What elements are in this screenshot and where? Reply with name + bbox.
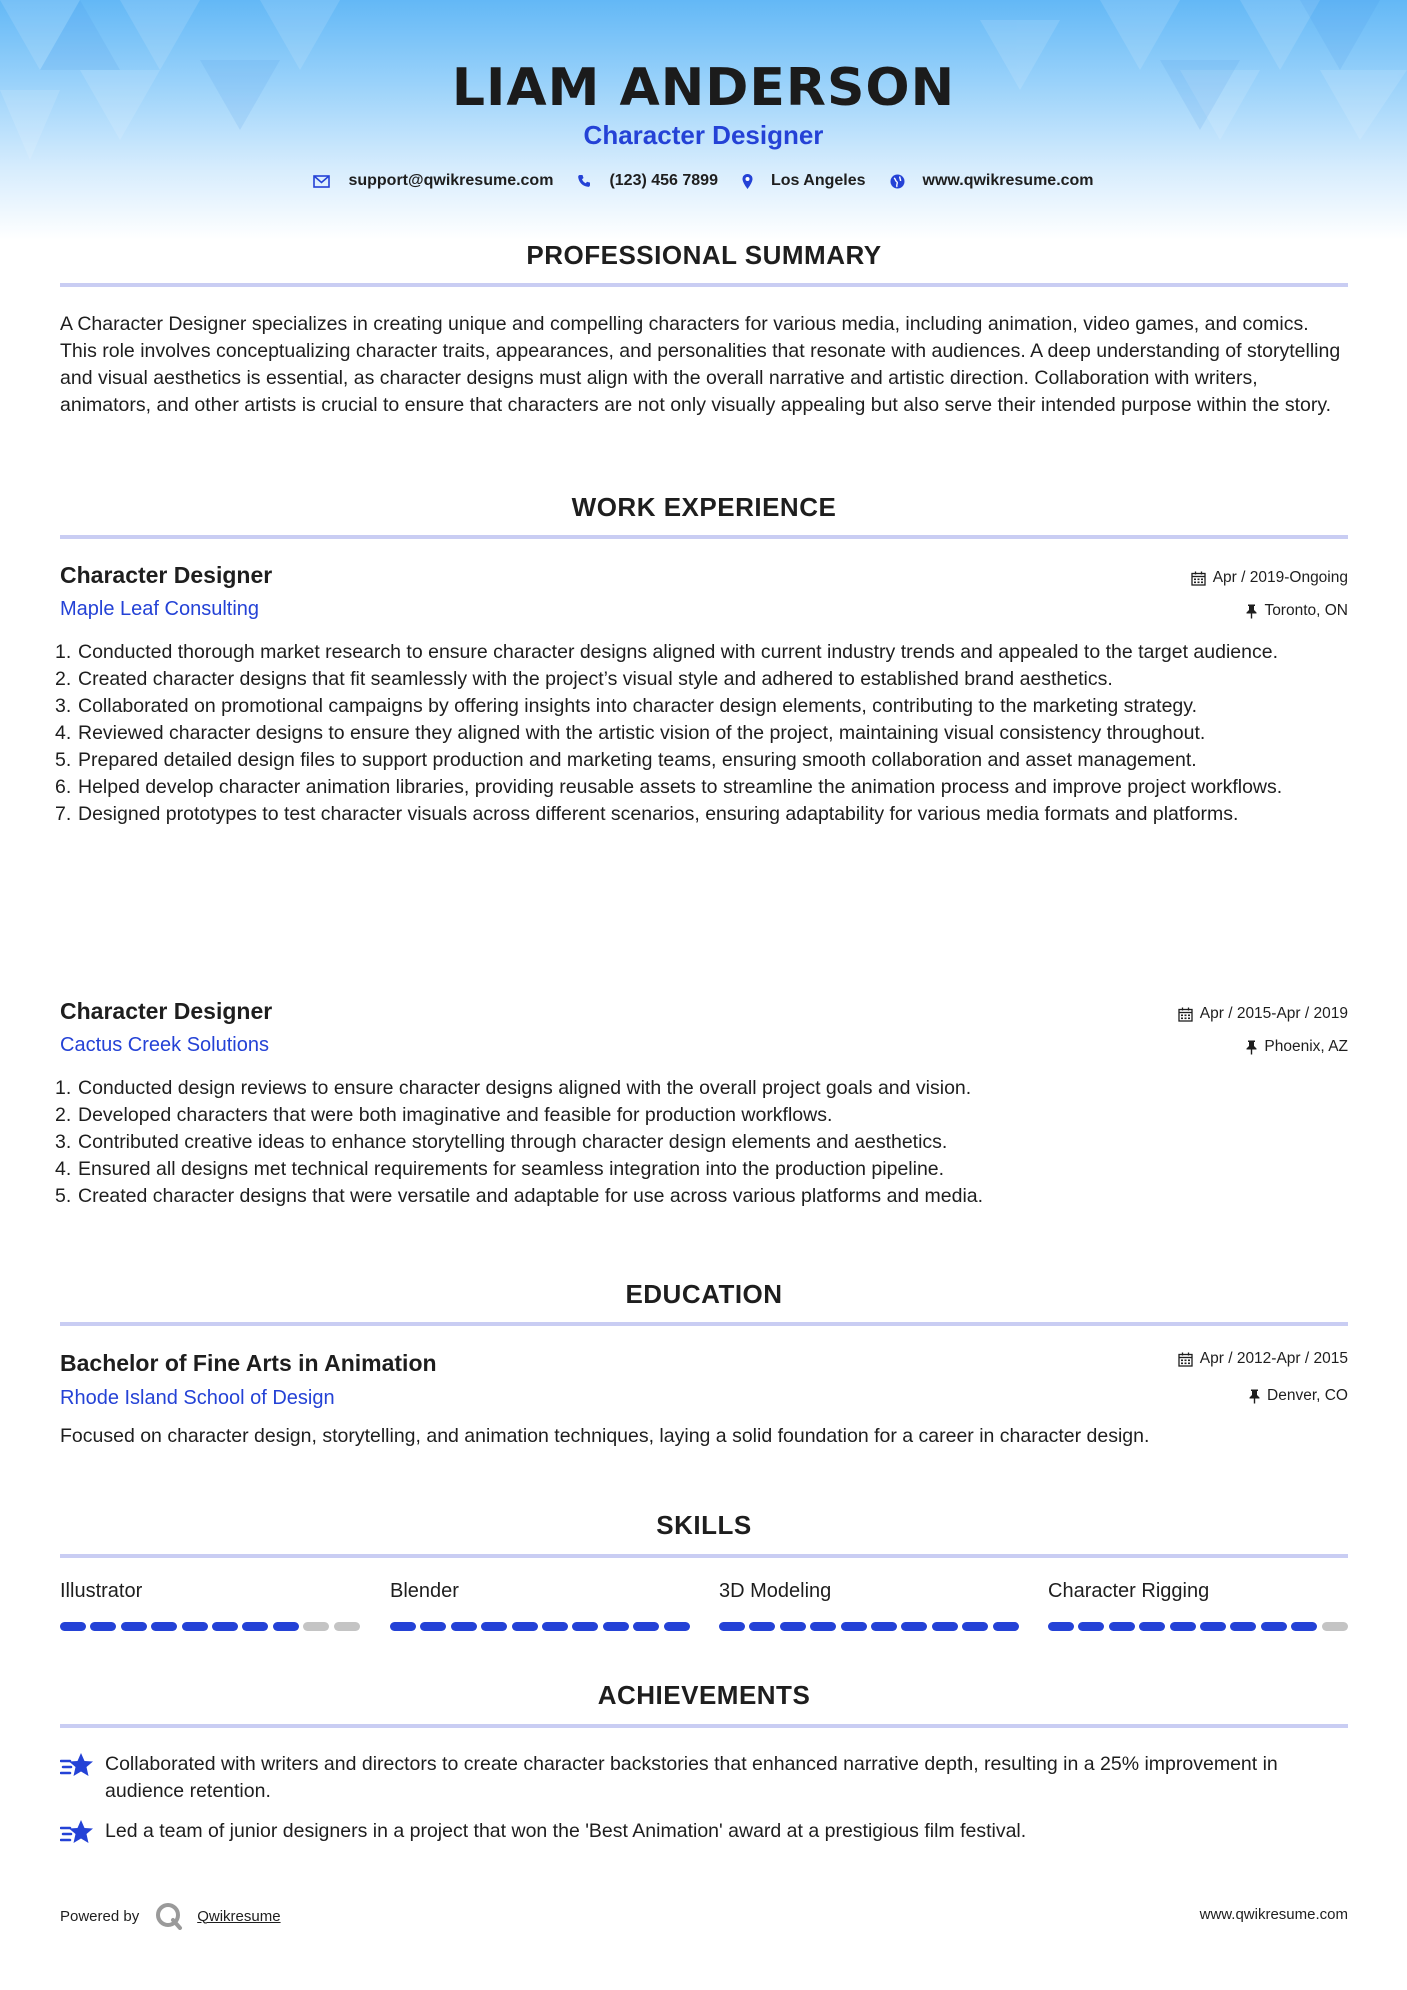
globe-icon [890,174,905,189]
degree-title: Bachelor of Fine Arts in Animation [60,1350,437,1376]
skill-name: Illustrator [60,1580,143,1602]
calendar-icon [1178,1007,1193,1022]
calendar-icon [1178,1352,1193,1367]
skill-blender [390,1580,690,1603]
summary-heading: PROFESSIONAL SUMMARY [526,240,882,270]
skill-segment-filled [121,1622,147,1631]
footer-website[interactable]: www.qwikresume.com [1199,1906,1348,1923]
list-item: 1. Conducted thorough market research to ensure character designs aligned with current industry trends and appealed to the target audience. [55,641,1278,663]
education-dates [1178,1350,1348,1368]
skill-name: Blender [390,1580,459,1602]
phone-text: (123) 456 7899 [609,172,718,189]
skill-segment-filled [962,1622,988,1631]
skill-segment-filled [1048,1622,1074,1631]
star-award-icon [60,1818,94,1853]
list-item: 5. Created character designs that were versatile and adaptable for use across various platforms and media. [55,1185,984,1207]
list-item: 1. Conducted design reviews to ensure character designs aligned with the overall project goals and vision. [55,1077,972,1099]
skill-segment-filled [780,1622,806,1631]
contact-bar [0,172,1407,190]
skill-level-bar [60,1622,360,1631]
experience-heading: WORK EXPERIENCE [571,492,837,522]
skill-segment-filled [633,1622,659,1631]
skill-level-bar [1048,1622,1348,1631]
list-item: 3. Collaborated on promotional campaigns by offering insights into character design elements, contributing to the marketing strategy. [55,695,1197,717]
calendar-icon [1191,571,1206,586]
skill-segment-filled [749,1622,775,1631]
job-1-responsibilities [55,639,1350,828]
brand-link[interactable]: Qwikresume [197,1907,281,1925]
skill-segment-filled [542,1622,568,1631]
skill-segment-filled [151,1622,177,1631]
skill-segment-filled [841,1622,867,1631]
location-text: Los Angeles [770,172,866,189]
pushpin-icon [1246,604,1257,619]
contact-location [742,172,866,190]
skill-character-rigging [1048,1580,1348,1603]
education-heading: EDUCATION [625,1279,783,1309]
job-1-company: Maple Leaf Consulting [60,598,260,620]
job-2-company: Cactus Creek Solutions [60,1034,269,1056]
skill-segment-filled [420,1622,446,1631]
experience-divider [60,535,1348,539]
skill-3d-modeling [719,1580,1019,1603]
contact-email[interactable] [313,172,553,190]
pushpin-icon [1246,1040,1257,1055]
skill-segment-filled [212,1622,238,1631]
list-item: 7. Designed prototypes to test character visuals across different scenarios, ensuring adaptability for various media formats and platforms. [55,803,1239,825]
summary-text: A Character Designer specializes in creating unique and compelling characters for various media, including animation, video games, and comics. This role involves conceptualizing character traits, appearances, and personalities that resonate with audiences. A deep understanding of storytelling and visual aesthetics is essential, as character designs must align with the overall narrative and artistic direction. Collaboration with writers, animators, and other artists is crucial to ensure that characters are not only visually appealing but also serve their intended purpose within the story. [60,313,1341,416]
map-pin-icon [742,174,753,189]
education-dates-text: Apr / 2012-Apr / 2015 [1199,1350,1348,1367]
skill-segment-filled [664,1622,690,1631]
job-1-dates [1191,569,1348,587]
skill-name: 3D Modeling [719,1580,832,1602]
skill-segment-filled [993,1622,1019,1631]
email-text: support@qwikresume.com [348,172,554,189]
skill-segment-filled [390,1622,416,1631]
skill-illustrator [60,1580,360,1603]
skill-level-bar [719,1622,1019,1631]
candidate-role: Character Designer [583,120,824,150]
skills-heading: SKILLS [656,1510,752,1540]
job-1-location [1246,602,1348,620]
skill-segment-filled [932,1622,958,1631]
skill-segment-filled [1109,1622,1135,1631]
skill-segment-filled [572,1622,598,1631]
skill-segment-filled [1078,1622,1104,1631]
candidate-name: LIAM ANDERSON [451,58,956,118]
education-divider [60,1322,1348,1326]
skill-segment-filled [273,1622,299,1631]
envelope-icon [313,175,330,188]
skill-level-bar [390,1622,690,1631]
skill-segment-empty [303,1622,329,1631]
skills-divider [60,1554,1348,1558]
skill-segment-filled [1170,1622,1196,1631]
skill-segment-empty [1322,1622,1348,1631]
powered-by-label: Powered by [60,1907,140,1925]
job-1-location-text: Toronto, ON [1264,602,1348,619]
achievements-divider [60,1724,1348,1728]
phone-icon [577,174,591,188]
job-2-location-text: Phoenix, AZ [1264,1038,1348,1055]
job-2-dates-text: Apr / 2015-Apr / 2019 [1199,1005,1348,1022]
achievements-heading: ACHIEVEMENTS [597,1680,811,1710]
pushpin-icon [1249,1389,1260,1404]
list-item: 2. Created character designs that fit seamlessly with the project’s visual style and adhered to established brand aesthetics. [55,668,1113,690]
education-location [1249,1387,1348,1405]
job-2-title: Character Designer [60,998,273,1024]
summary-divider [60,283,1348,287]
skill-segment-filled [90,1622,116,1631]
skill-segment-filled [603,1622,629,1631]
qwikresume-logo-icon [155,1902,183,1930]
footer-powered-by [60,1902,281,1930]
skill-segment-filled [871,1622,897,1631]
list-item: 2. Developed characters that were both imaginative and feasible for production workflows. [55,1104,833,1126]
contact-phone[interactable] [577,172,718,190]
list-item: 5. Prepared detailed design files to support production and marketing teams, ensuring smooth collaboration and asset management. [55,749,1197,771]
skill-segment-filled [810,1622,836,1631]
skill-name: Character Rigging [1048,1580,1210,1602]
job-1-dates-text: Apr / 2019-Ongoing [1212,569,1348,586]
achievement-text: Led a team of junior designers in a project that won the 'Best Animation' award at a prestigious film festival. [105,1820,1027,1842]
job-2-location [1246,1038,1348,1056]
list-item: 6. Helped develop character animation libraries, providing reusable assets to streamline the animation process and improve project workflows. [55,776,1283,798]
job-2-responsibilities [55,1075,1350,1210]
skill-segment-filled [1291,1622,1317,1631]
website-text: www.qwikresume.com [922,172,1094,189]
skill-segment-filled [512,1622,538,1631]
skill-segment-filled [451,1622,477,1631]
skill-segment-filled [481,1622,507,1631]
education-description: Focused on character design, storytelling, and animation techniques, laying a solid foundation for a career in character design. [60,1425,1150,1447]
skill-segment-filled [1261,1622,1287,1631]
skill-segment-filled [719,1622,745,1631]
skill-segment-filled [901,1622,927,1631]
list-item: 4. Ensured all designs met technical requirements for seamless integration into the production pipeline. [55,1158,945,1180]
list-item: 3. Contributed creative ideas to enhance storytelling through character design elements and aesthetics. [55,1131,948,1153]
skill-segment-filled [1200,1622,1226,1631]
school-name: Rhode Island School of Design [60,1387,335,1409]
star-award-icon [60,1751,94,1786]
list-item: 4. Reviewed character designs to ensure they aligned with the artistic vision of the project, maintaining visual consistency throughout. [55,722,1206,744]
achievement-text: Collaborated with writers and directors to create character backstories that enhanced narrative depth, resulting in a 25% improvement in audience retention. [105,1753,1278,1802]
skill-segment-filled [1139,1622,1165,1631]
job-2-dates [1178,1005,1348,1023]
skill-segment-empty [334,1622,360,1631]
contact-website[interactable] [890,172,1094,190]
skill-segment-filled [242,1622,268,1631]
job-1-title: Character Designer [60,562,273,588]
skill-segment-filled [1230,1622,1256,1631]
education-location-text: Denver, CO [1267,1387,1348,1404]
skill-segment-filled [182,1622,208,1631]
skill-segment-filled [60,1622,86,1631]
